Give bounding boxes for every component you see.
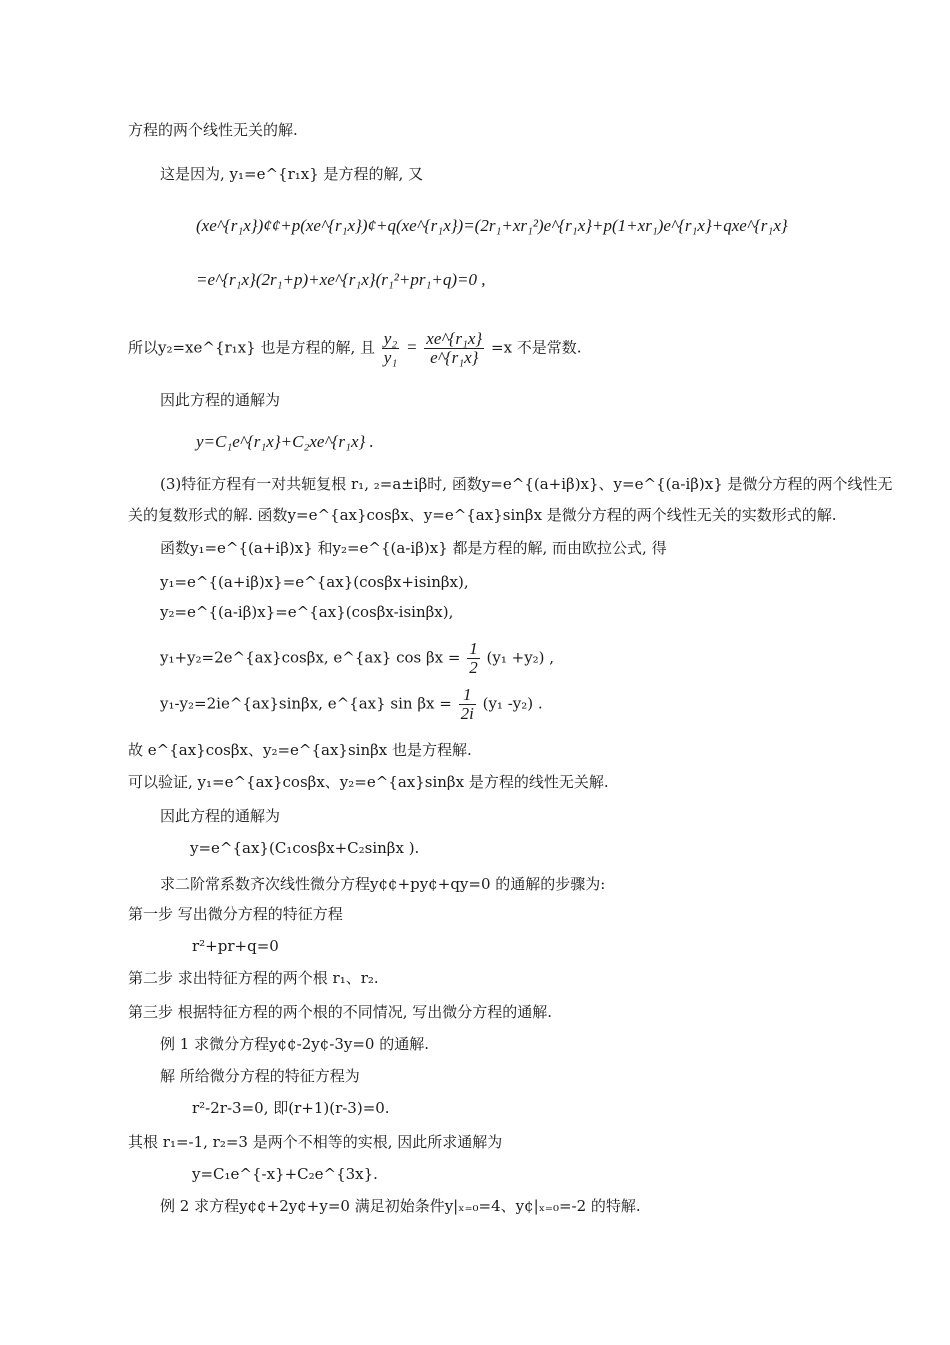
text-line: 例 2 求方程y¢¢+2y¢+y=0 满足初始条件y|ₓ₌₀=4、y¢|ₓ₌₀=-2 的特解. [160, 1197, 641, 1215]
equation: (xe^{r₁x})¢¢+p(xe^{r₁x})¢+q(xe^{r₁x})=(2r₁+xr₁²)e^{r₁x}+p(1+xr₁)e^{r₁x}+qxe^{r₁x} [196, 216, 788, 235]
ratio-lead: 所以y₂=xe^{r₁x} 也是方程的解, 且 [128, 338, 375, 357]
equation: r²-2r-3=0, 即(r+1)(r-3)=0. [192, 1099, 390, 1117]
equation: y=C₁e^{-x}+C₂e^{3x}. [192, 1165, 378, 1183]
text-line: 可以验证, y₁=e^{ax}cosβx、y₂=e^{ax}sinβx 是方程的线性无关解. [128, 773, 609, 791]
euler-sum-tail: (y₁ +y₂) , [486, 648, 555, 667]
text-line: 方程的两个线性无关的解. [128, 121, 298, 139]
text-line: 解 所给微分方程的特征方程为 [160, 1067, 360, 1085]
euler-diff-lead: y₁-y₂=2ie^{ax}sinβx, e^{ax} sin βx = [160, 694, 457, 713]
equation: y=C₁e^{r₁x}+C₂xe^{r₁x} . [196, 432, 374, 451]
text-line: 这是因为, y₁=e^{r₁x} 是方程的解, 又 [160, 165, 424, 183]
fraction-numerator: xe^{r₁x} [426, 329, 483, 348]
equation: =e^{r₁x}(2r₁+p)+xe^{r₁x}(r₁²+pr₁+q)=0 , [196, 270, 486, 289]
fraction-denominator: e^{r₁x} [430, 348, 479, 367]
text-line: 第一步 写出微分方程的特征方程 [128, 905, 343, 923]
equation: y₂=e^{(a-iβ)x}=e^{ax}(cosβx-isinβx), [160, 603, 454, 621]
ratio-fraction-1 [382, 330, 399, 367]
equation [160, 640, 554, 677]
text-line: 因此方程的通解为 [160, 807, 281, 825]
ratio-tail: =x 不是常数. [491, 338, 582, 357]
text-line: 故 e^{ax}cosβx、y₂=e^{ax}sinβx 也是方程解. [128, 741, 472, 759]
ratio-fraction-2 [424, 330, 484, 367]
half-i-fraction [459, 686, 476, 723]
text-line: 因此方程的通解为 [160, 391, 281, 409]
fraction-denominator: 2 [469, 658, 478, 677]
half-fraction [467, 640, 480, 677]
fraction-numerator: 1 [459, 686, 476, 705]
equation: y₁=e^{(a+iβ)x}=e^{ax}(cosβx+isinβx), [160, 573, 469, 591]
text-line: 关的复数形式的解. 函数y=e^{ax}cosβx、y=e^{ax}sinβx 是微分方程的两个线性无关的实数形式的解. [128, 506, 837, 524]
euler-sum-lead: y₁+y₂=2e^{ax}cosβx, e^{ax} cos βx = [160, 648, 466, 667]
text-line: 函数y₁=e^{(a+iβ)x} 和y₂=e^{(a-iβ)x} 都是方程的解, 而由欧拉公式, 得 [160, 539, 667, 557]
fraction-denominator: y₁ [383, 348, 398, 367]
text-line: 其根 r₁=-1, r₂=3 是两个不相等的实根, 因此所求通解为 [128, 1133, 503, 1151]
euler-diff-tail: (y₁ -y₂) . [482, 694, 543, 713]
fraction-denominator: 2i [460, 704, 474, 723]
equals-sign: = [406, 337, 418, 357]
fraction-numerator: y₂ [383, 329, 398, 348]
text-line: (3)特征方程有一对共轭复根 r₁, ₂=a±iβ时, 函数y=e^{(a+iβ)x}、y=e^{(a-iβ)x} 是微分方程的两个线性无 [160, 475, 893, 493]
text-line: 例 1 求微分方程y¢¢-2y¢-3y=0 的通解. [160, 1035, 430, 1053]
text-line: 求二阶常系数齐次线性微分方程y¢¢+py¢+qy=0 的通解的步骤为: [160, 875, 606, 893]
text-line: 第三步 根据特征方程的两个根的不同情况, 写出微分方程的通解. [128, 1003, 553, 1021]
text-line: 第二步 求出特征方程的两个根 r₁、r₂. [128, 969, 379, 987]
fraction-numerator: 1 [469, 639, 478, 658]
equation: y=e^{ax}(C₁cosβx+C₂sinβx ). [190, 839, 420, 857]
equation: r²+pr+q=0 [192, 937, 279, 955]
text-line [128, 330, 582, 367]
equation [160, 686, 543, 723]
